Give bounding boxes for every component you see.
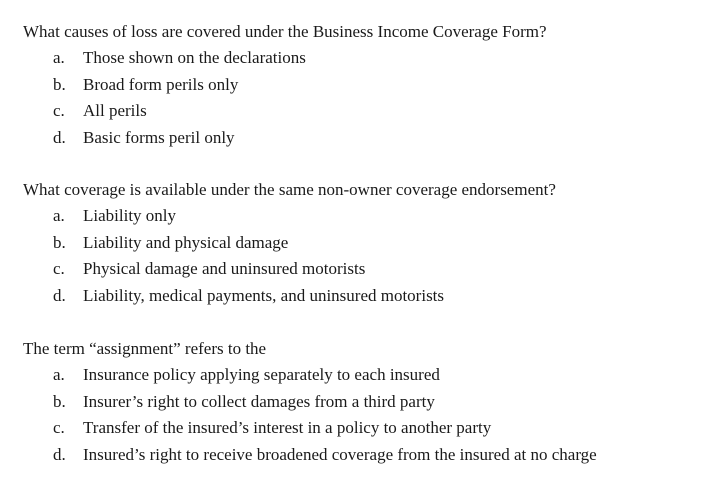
option-text: Liability and physical damage bbox=[83, 232, 289, 252]
option-a bbox=[23, 203, 703, 230]
option-text: Those shown on the declarations bbox=[83, 48, 306, 67]
question-2 bbox=[23, 177, 703, 309]
option-a bbox=[23, 45, 703, 72]
option-letter: d. bbox=[53, 285, 66, 305]
option-letter: a. bbox=[53, 206, 65, 225]
option-letter: d. bbox=[53, 444, 66, 464]
option-text: Liability only bbox=[83, 206, 177, 225]
option-b bbox=[23, 72, 703, 99]
option-letter: d. bbox=[53, 127, 66, 147]
option-text: Insurer’s right to collect damages from a third party bbox=[83, 391, 435, 411]
option-text: Liability, medical payments, and uninsured motorists bbox=[83, 285, 445, 305]
answer-options bbox=[23, 362, 703, 468]
question-text: What causes of loss are covered under the Business Income Coverage Form? bbox=[23, 22, 547, 41]
option-text: All perils bbox=[83, 101, 147, 120]
option-text: Broad form perils only bbox=[83, 74, 239, 94]
option-d bbox=[23, 283, 703, 310]
question-1 bbox=[23, 19, 703, 151]
option-letter: c. bbox=[53, 259, 65, 278]
option-text: Transfer of the insured’s interest in a policy to another party bbox=[83, 418, 492, 437]
option-c bbox=[23, 256, 703, 283]
answer-options bbox=[23, 45, 703, 151]
option-b bbox=[23, 230, 703, 257]
question-3 bbox=[23, 336, 703, 468]
answer-options bbox=[23, 203, 703, 309]
question-text: What coverage is available under the same non-owner coverage endorsement? bbox=[23, 180, 556, 199]
option-d bbox=[23, 442, 703, 469]
option-a bbox=[23, 362, 703, 389]
question-text: The term “assignment” refers to the bbox=[23, 339, 267, 358]
option-letter: c. bbox=[53, 418, 65, 437]
option-letter: b. bbox=[53, 391, 66, 411]
option-letter: b. bbox=[53, 74, 66, 94]
option-c bbox=[23, 415, 703, 442]
option-text: Insurance policy applying separately to each insured bbox=[83, 365, 440, 384]
option-c bbox=[23, 98, 703, 125]
option-letter: c. bbox=[53, 101, 65, 120]
option-text: Physical damage and uninsured motorists bbox=[83, 259, 366, 278]
option-letter: a. bbox=[53, 365, 65, 384]
option-d bbox=[23, 125, 703, 152]
option-b bbox=[23, 389, 703, 416]
option-letter: b. bbox=[53, 232, 66, 252]
option-text: Basic forms peril only bbox=[83, 127, 235, 147]
option-text: Insured’s right to receive broadened coverage from the insured at no charge bbox=[83, 444, 597, 464]
option-letter: a. bbox=[53, 48, 65, 67]
